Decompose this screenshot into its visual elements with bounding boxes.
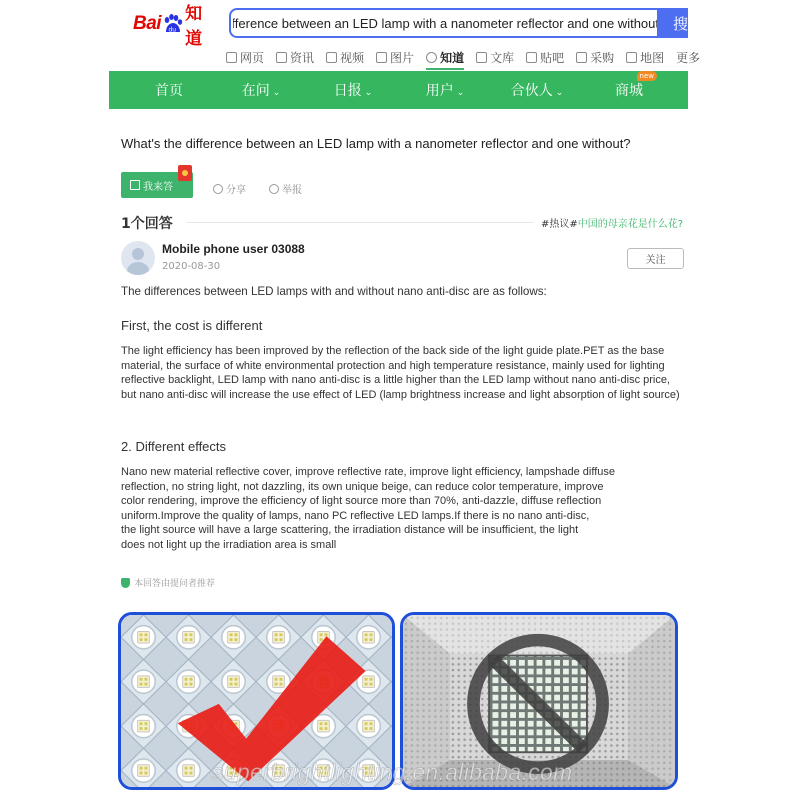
search-button[interactable] [657, 8, 688, 38]
nav-label: 合伙人 [510, 83, 553, 99]
nav-mall[interactable] [583, 72, 675, 100]
channel-label: 贴吧 [540, 50, 565, 65]
nav-label: 在问 [241, 83, 270, 99]
image-icon [376, 52, 387, 63]
purchase-icon [576, 52, 587, 63]
hot-tag: #热议# [541, 219, 578, 230]
video-icon [326, 52, 337, 63]
news-icon [276, 52, 287, 63]
watermark: superbrightlighting.en.alibaba.com [212, 759, 573, 785]
channel-label: 更多 [676, 50, 701, 65]
share-label: 分享 [226, 185, 246, 196]
paragraph-line: Nano new material reflective cover, improve reflective rate, improve light efficiency, lampshade diffuse [121, 466, 616, 478]
paragraph-line: reflection, no string light, not dazzling, its own unique beige, can reduce color temperature, improve [121, 480, 604, 493]
channel-zhidao[interactable] [426, 48, 464, 66]
logo-text: Bai [133, 13, 162, 34]
chevron-down-icon: ⌄ [456, 88, 465, 98]
shield-check-icon [121, 578, 130, 588]
channel-video[interactable] [326, 48, 364, 66]
nav-partner[interactable] [491, 80, 583, 100]
search-input[interactable] [231, 10, 659, 36]
nav-users[interactable] [399, 80, 491, 100]
nav-label: 用户 [425, 83, 454, 99]
nav-asking[interactable] [215, 80, 307, 100]
share-button[interactable] [213, 181, 246, 196]
chevron-down-icon: ⌄ [364, 88, 373, 98]
red-packet-icon [178, 165, 192, 181]
nav-label: 日报 [333, 83, 362, 99]
answer-paragraph-1: The light efficiency has been improved by the reflection of the back side of the light guide plate.PET as the base material, the surface of white environmental protection and high temperature resistance, mainly used for lighting reflective backlight, LED lamp with nano anti-disc is a little higher than the LED lamp without nano anti-disc price, but nano anti-disc will increase the use effect of LED (lamp brightness increase and light absorption of light source) [121, 345, 680, 401]
channel-label: 图片 [390, 50, 415, 65]
library-icon [476, 52, 487, 63]
channel-label: 网页 [240, 50, 265, 65]
hot-topic[interactable] [541, 215, 683, 230]
channel-more[interactable] [676, 48, 700, 66]
report-icon [269, 184, 279, 194]
recommend-label: 本回答由提问者推荐 [134, 579, 216, 589]
channel-label: 文库 [490, 50, 515, 65]
answer-intro: The differences between LED lamps with and without nano anti-disc are as follows: [121, 285, 547, 298]
search-button-label: 搜 [673, 14, 688, 33]
answer-paragraph-2 [121, 465, 686, 553]
channel-web[interactable] [226, 48, 264, 66]
user-name[interactable]: Mobile phone user 03088 [162, 242, 305, 256]
channel-news[interactable] [276, 48, 314, 66]
channel-label: 地图 [640, 50, 665, 65]
web-icon [226, 52, 237, 63]
nav-label: 首页 [155, 83, 183, 99]
channel-tabs [226, 48, 700, 66]
nav-daily[interactable] [307, 80, 399, 100]
search-box[interactable] [229, 8, 659, 38]
divider [186, 222, 534, 223]
channel-library[interactable] [476, 48, 514, 66]
avatar[interactable] [121, 241, 155, 275]
channel-label: 知道 [440, 50, 465, 65]
baidu-logo[interactable] [133, 4, 217, 49]
map-icon [626, 52, 637, 63]
channel-purchase[interactable] [576, 48, 614, 66]
follow-label: 关注 [645, 255, 666, 266]
answer-heading-2: 2. Different effects [121, 439, 227, 454]
channel-label: 视频 [340, 50, 365, 65]
channel-tieba[interactable] [526, 48, 564, 66]
chevron-down-icon: ⌄ [555, 88, 564, 98]
new-badge: new [637, 71, 657, 81]
answer-heading-1: First, the cost is different [121, 318, 263, 333]
edit-icon [130, 180, 140, 190]
share-icon [213, 184, 223, 194]
answer-button-label: 我来答 [143, 181, 173, 193]
question-icon [426, 52, 437, 63]
chevron-down-icon: ⌄ [272, 88, 281, 98]
channel-map[interactable] [626, 48, 664, 66]
paragraph-line: the light source will have a large scattering, the irradiation distance will be insufficient, the light [121, 524, 579, 537]
logo-zhidao: 知道 [185, 4, 203, 49]
main-nav [109, 71, 688, 109]
answer-count: 1个回答 [121, 216, 173, 232]
report-button[interactable] [269, 181, 302, 196]
logo-du: du [168, 26, 177, 34]
recommend-note [121, 576, 215, 589]
answer-date: 2020-08-30 [162, 261, 221, 272]
nav-label: 商城 [615, 83, 643, 99]
channel-label: 采购 [590, 50, 615, 65]
paragraph-line: uniform.Improve the quality of lamps, nano PC reflective LED lamps.If there is no nano anti-disc, [121, 509, 590, 522]
channel-image[interactable] [376, 48, 414, 66]
tieba-icon [526, 52, 537, 63]
hot-topic-link[interactable]: 中国的母亲花是什么花? [577, 219, 684, 230]
paragraph-line: does not light up the irradiation area is small [121, 538, 337, 551]
follow-button[interactable] [627, 248, 684, 269]
paw-icon [162, 13, 184, 35]
question-title: What's the difference between an LED lamp with a nanometer reflector and one without? [121, 136, 631, 151]
channel-label: 资讯 [290, 50, 315, 65]
report-label: 举报 [282, 185, 302, 196]
paragraph-line: color rendering, improve the efficiency of light source more than 70%, anti-dazzle, diffuse reflection [121, 495, 602, 508]
nav-home[interactable] [123, 80, 215, 100]
